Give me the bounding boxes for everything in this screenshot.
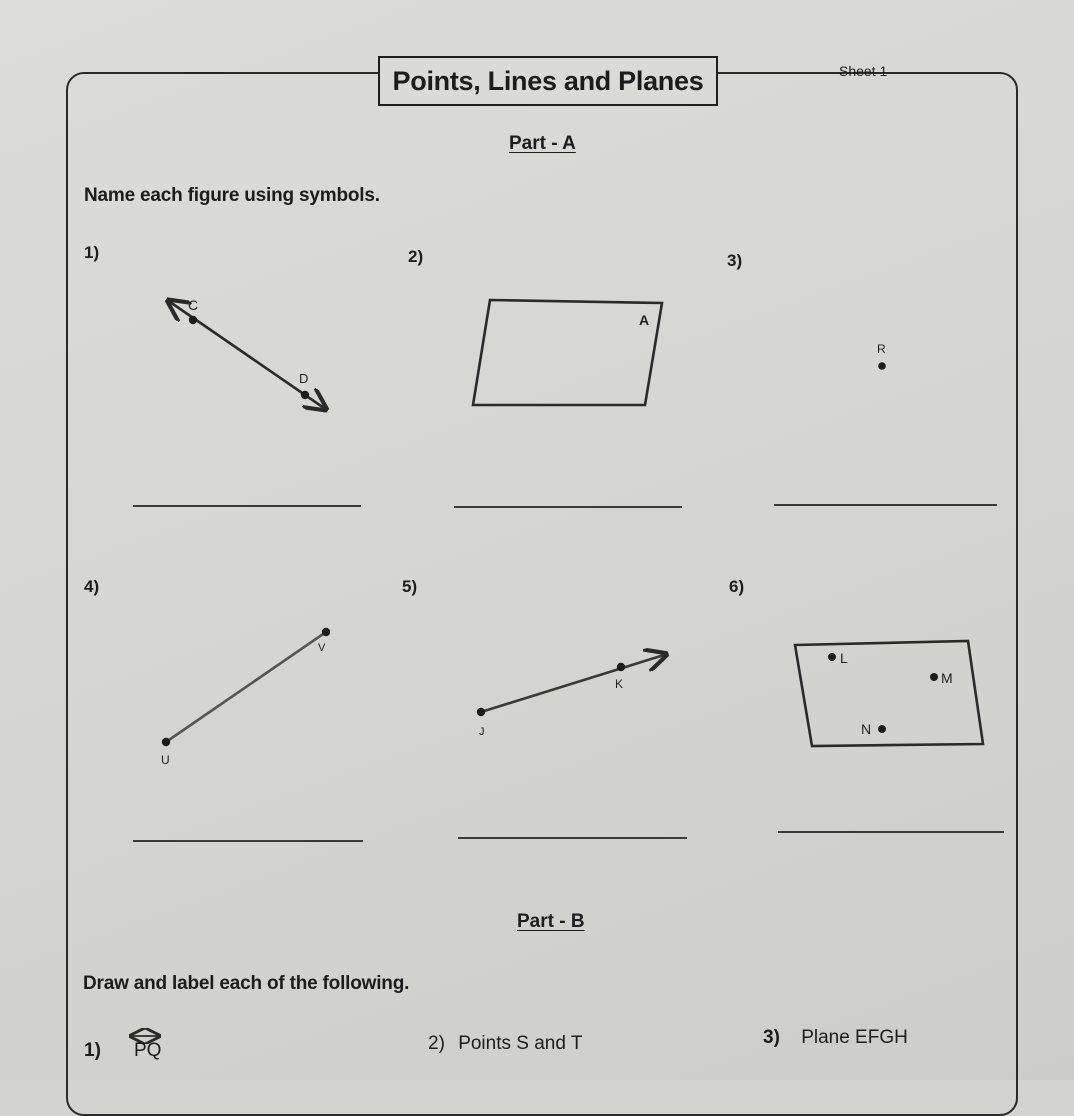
part-b-item-2 (428, 1033, 582, 1055)
part-b-item-1-text: PQ (134, 1040, 162, 1061)
part-b-item-1-number: 1) (84, 1040, 101, 1061)
figure-1-line (170, 297, 324, 408)
part-b-item-1 (84, 1040, 101, 1062)
worksheet-title: Points, Lines and Planes (378, 56, 718, 106)
part-a-heading: Part - A (509, 133, 576, 154)
part-b-item-3-number: 3) (763, 1027, 780, 1048)
figure-2-plane (473, 300, 662, 405)
point-m (930, 673, 938, 681)
question-4-number: 4) (84, 577, 100, 596)
question-5-number: 5) (402, 577, 418, 596)
part-b-item-3 (763, 1027, 908, 1049)
label-j: J (479, 726, 485, 738)
point-n (878, 725, 886, 733)
figure-4-segment (161, 628, 330, 767)
label-d: D (299, 371, 309, 386)
point-j (477, 708, 485, 716)
point-c (189, 316, 197, 324)
label-c: C (188, 297, 199, 313)
part-b-heading: Part - B (517, 911, 585, 932)
part-b-item-2-text: Points S and T (458, 1033, 583, 1054)
label-u: U (161, 753, 170, 767)
label-l: L (840, 650, 848, 666)
part-b-item-3-text: Plane EFGH (801, 1027, 908, 1048)
part-b-item-2-number: 2) (428, 1033, 445, 1054)
figure-3-point (877, 342, 886, 370)
label-m: M (941, 670, 953, 686)
point-k (617, 663, 625, 671)
point-u (162, 738, 170, 746)
question-1-number: 1) (84, 243, 100, 262)
question-2-number: 2) (408, 247, 424, 266)
point-v (322, 628, 330, 636)
label-n: N (861, 721, 872, 737)
part-a-instruction: Name each figure using symbols. (84, 185, 380, 206)
label-r: R (877, 342, 886, 356)
question-3-number: 3) (727, 251, 743, 270)
label-v: V (318, 642, 326, 654)
figure-5-ray (477, 655, 664, 738)
label-a: A (639, 312, 650, 328)
figure-6-plane (795, 641, 983, 746)
label-k: K (615, 677, 624, 691)
sheet-label: Sheet 1 (839, 63, 888, 79)
question-6-number: 6) (729, 577, 745, 596)
point-l (828, 653, 836, 661)
part-b-instruction: Draw and label each of the following. (83, 973, 410, 994)
point-d (301, 391, 309, 399)
point-r (878, 362, 886, 370)
